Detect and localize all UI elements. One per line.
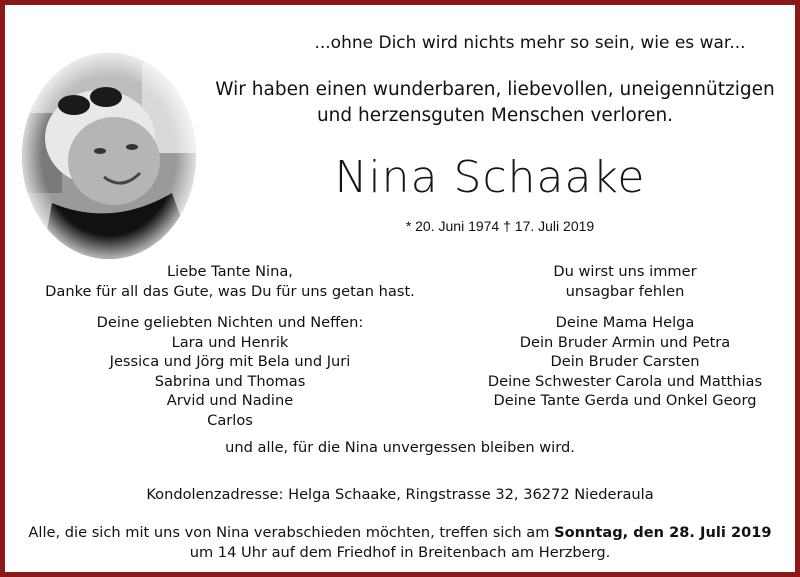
funeral-notice — [10, 523, 790, 563]
intro-text — [200, 77, 790, 129]
right-dedication-line: unsagbar fehlen — [565, 282, 685, 300]
left-dedication — [15, 262, 445, 301]
funeral-notice-prefix: Alle, die sich mit uns von Nina verabschieden möchten, treffen sich am — [28, 524, 555, 541]
list-item: Lara und Henrik — [171, 333, 289, 351]
intro-line-1: Wir haben einen wunderbaren, liebevollen, uneigennützigen — [215, 79, 775, 100]
list-item: Dein Bruder Armin und Petra — [519, 333, 731, 351]
funeral-notice-line-1 — [10, 523, 790, 543]
left-dedication-line: Danke für all das Gute, was Du für uns getan hast. — [45, 282, 415, 300]
list-item: Deine Mama Helga — [555, 314, 695, 331]
funeral-notice-line-2: um 14 Uhr auf dem Friedhof in Breitenbach am Herzberg. — [189, 544, 611, 561]
life-dates: * 20. Juni 1974 † 17. Juli 2019 — [405, 218, 595, 234]
left-dedication-line: Liebe Tante Nina, — [167, 263, 293, 280]
portrait-photo — [22, 53, 196, 259]
right-dedication — [465, 262, 785, 301]
list-item: Deine Tante Gerda und Onkel Georg — [493, 392, 757, 409]
list-item: Dein Bruder Carsten — [550, 353, 700, 370]
list-item: Carlos — [207, 411, 253, 429]
list-item: Arvid und Nadine — [166, 392, 294, 409]
list-item: Jessica und Jörg mit Bela und Juri — [109, 353, 351, 370]
list-item: Sabrina und Thomas — [154, 372, 306, 390]
right-family-list — [465, 313, 785, 411]
condolence-address: Kondolenzadresse: Helga Schaake, Ringstrasse 32, 36272 Niederaula — [146, 486, 654, 503]
funeral-date: Sonntag, den 28. Juli 2019 — [554, 524, 772, 541]
deceased-name: Nina Schaake — [334, 152, 646, 203]
list-item: Deine Schwester Carola und Matthias — [487, 372, 763, 390]
right-dedication-line: Du wirst uns immer — [553, 263, 697, 280]
intro-line-2: und herzensguten Menschen verloren. — [316, 105, 674, 126]
quote: ...ohne Dich wird nichts mehr so sein, wie es war... — [314, 33, 746, 53]
list-item: Deine geliebten Nichten und Neffen: — [96, 314, 364, 331]
left-family-list — [15, 313, 445, 430]
closing-line: und alle, für die Nina unvergessen bleiben wird. — [225, 439, 575, 456]
